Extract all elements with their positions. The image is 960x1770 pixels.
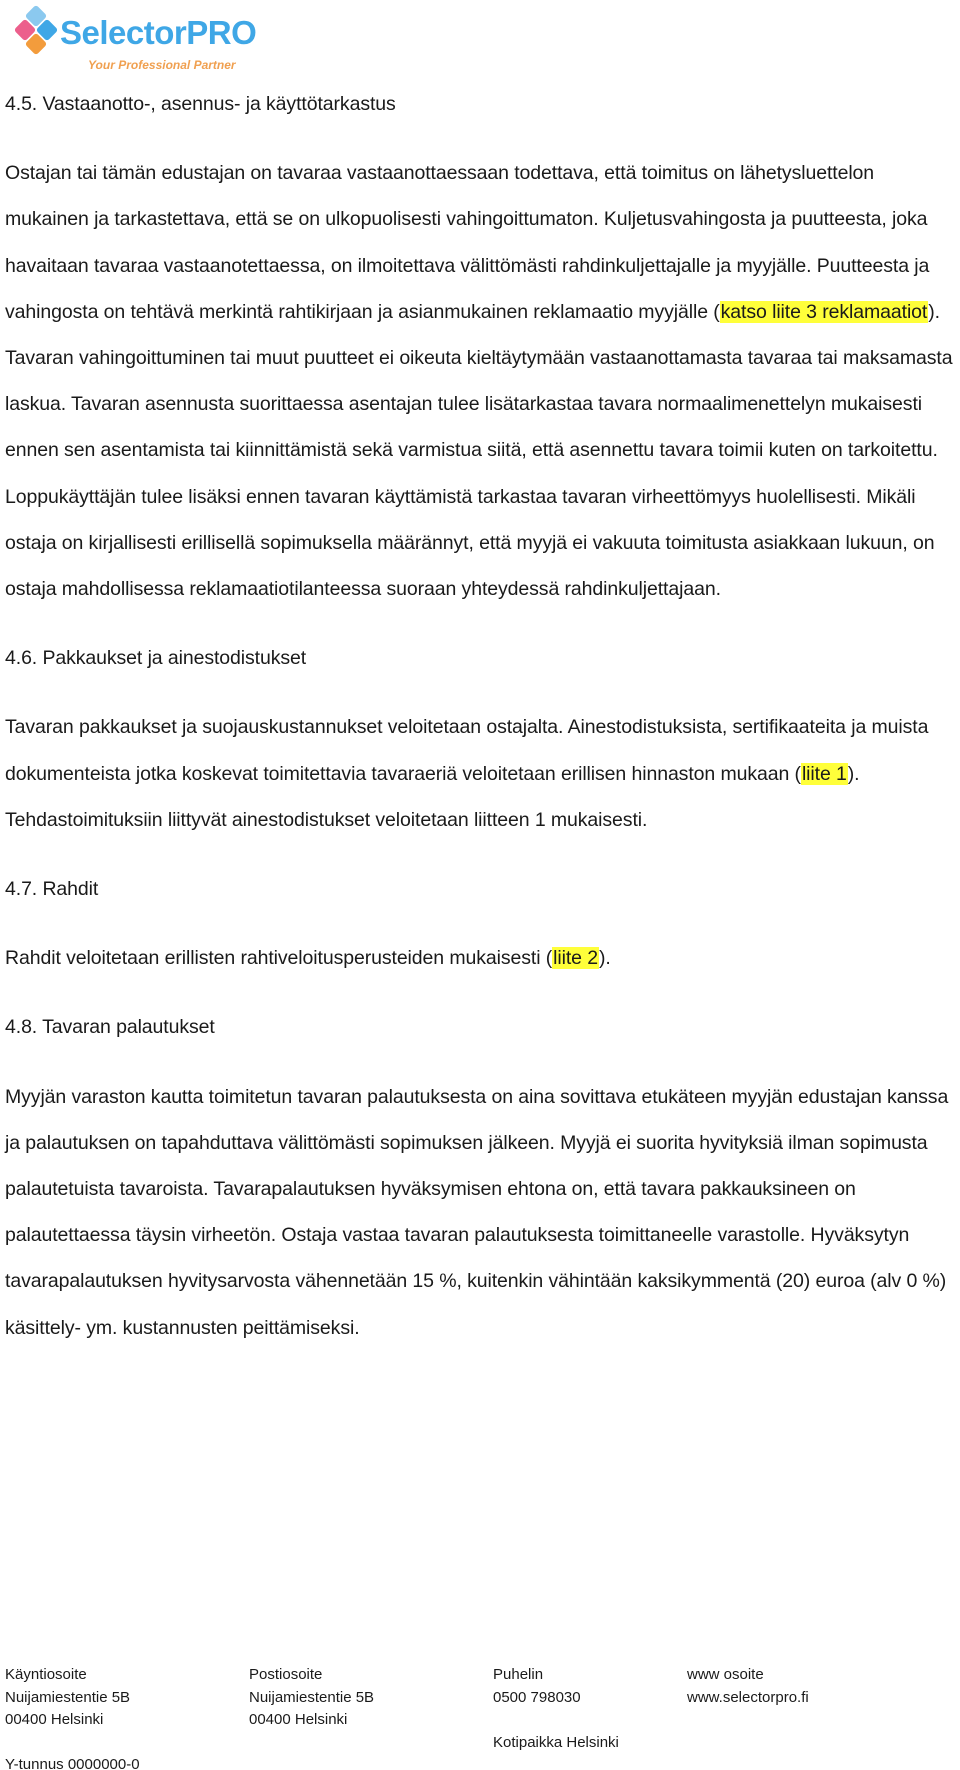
paragraph-text: Myyjän varaston kautta toimitetun tavaran palautuksesta on aina sovittava etukäteen myyjän edustajan kanssa ja palautuksen on tapahduttava välittömästi sopimuksen jälkeen. Myyjä ei suorita hyvityksiä ilman sopimusta palautetuista tavaroista. Tavarapalautuksen hyväksymisen ehtona on, että tavara pakkauksineen on palautettaessa täysin virheetön. Ostaja vastaa tavaran palautuksesta toimittaneelle varastolle. Hyväksytyn tavarapalautuksen hyvitysarvosta vähennetään 15 %, kuitenkin vähintään kaksikymmentä (20) euroa (alv 0 %) käsittely- ym. kustannusten peittämiseksi. <box>5 1085 949 1339</box>
footer-phone <box>493 1664 619 1754</box>
footer-label: www osoite <box>687 1666 764 1683</box>
highlighted-reference: liite 1 <box>801 762 847 785</box>
paragraph-text: ). Tehdastoimituksiin liittyvät ainestodistukset veloitetaan liitteen 1 mukaisesti. <box>5 762 860 831</box>
section-paragraph-4-5 <box>5 150 955 612</box>
footer-website <box>687 1664 809 1709</box>
footer-phone-number: 0500 798030 <box>493 1688 581 1706</box>
footer-label: Postiosoite <box>249 1666 323 1683</box>
section-heading-4-7: 4.7. Rahdit <box>5 878 99 901</box>
footer-postal-address <box>249 1664 374 1732</box>
logo-wordmark: SelectorPRO <box>60 14 257 51</box>
section-paragraph-4-8 <box>5 1074 955 1351</box>
paragraph-text: Rahdit veloitetaan erillisten rahtiveloitusperusteiden mukaisesti ( <box>5 947 553 970</box>
highlighted-reference: liite 2 <box>553 947 598 970</box>
paragraph-text: Tavaran pakkaukset ja suojauskustannukset veloitetaan ostajalta. Ainestodistuksista, sertifikaateita ja muista dokumenteista jotka koskevat toimitettavia tavaraeriä veloitetaan erillisen hinnaston mukaan ( <box>5 716 929 785</box>
footer-business-id: Y-tunnus 0000000-0 <box>5 1756 140 1770</box>
section-paragraph-4-6 <box>5 704 955 843</box>
footer-visit-address <box>5 1664 140 1770</box>
footer-domicile: Kotipaikka Helsinki <box>493 1733 619 1751</box>
page-footer <box>5 1664 955 1770</box>
selectorpro-logo-mark-icon <box>14 4 60 68</box>
footer-street: Nuijamiestentie 5B <box>5 1688 131 1706</box>
section-heading-4-5: 4.5. Vastaanotto-, asennus- ja käyttötarkastus <box>5 93 396 115</box>
footer-city: 00400 Helsinki <box>249 1711 348 1728</box>
footer-website-link[interactable]: www.selectorpro.fi <box>687 1688 809 1706</box>
highlighted-reference: katso liite 3 reklamaatiot <box>720 300 928 323</box>
document-body <box>5 81 955 1351</box>
footer-city: 00400 Helsinki <box>5 1711 104 1728</box>
paragraph-text: Ostajan tai tämän edustajan on tavaraa vastaanottaessaan todettava, että toimitus on lähetysluettelon mukainen ja tarkastettava, että se on ulkopuolisesti vahingoittumaton. Kuljetusvahingosta ja puutteesta, joka havaitaan tavaraa vastaanotettaessa, on ilmoitettava välittömästi rahdinkuljettajalle ja myyjälle. Puutteesta ja vahingosta on tehtävä merkintä rahtikirjaan ja asianmukainen reklamaatio myyjälle ( <box>5 162 930 323</box>
logo-tagline: Your Professional Partner <box>88 58 236 72</box>
section-paragraph-4-7 <box>5 935 955 981</box>
footer-label: Puhelin <box>493 1666 544 1683</box>
paragraph-text: ). Tavaran vahingoittuminen tai muut puutteet ei oikeuta kieltäytymään vastaanottamasta tavaraa tai maksamasta laskua. Tavaran asennusta suorittaessa asentajan tulee lisätarkastaa tavara normaalimenettelyn mukaisesti ennen sen asentamista tai kiinnittämistä sekä varmistua siitä, että asennettu tavara toimii kuten on tarkoitettu. Loppukäyttäjän tulee lisäksi ennen tavaran käyttämistä tarkastaa tavaran virheettömyys huolellisesti. Mikäli ostaja on kirjallisesti erillisellä sopimuksella määrännyt, että myyjä ei vakuuta toimitusta asiakkaan lukuun, on ostaja mahdollisessa reklamaatiotilanteessa suoraan yhteydessä rahdinkuljettajaan. <box>5 300 953 601</box>
company-logo <box>14 4 284 74</box>
section-heading-4-8: 4.8. Tavaran palautukset <box>5 1016 215 1039</box>
footer-label: Käyntiosoite <box>5 1666 87 1683</box>
section-heading-4-6: 4.6. Pakkaukset ja ainestodistukset <box>5 647 307 670</box>
footer-street: Nuijamiestentie 5B <box>249 1688 375 1706</box>
paragraph-text: ). <box>599 947 611 970</box>
